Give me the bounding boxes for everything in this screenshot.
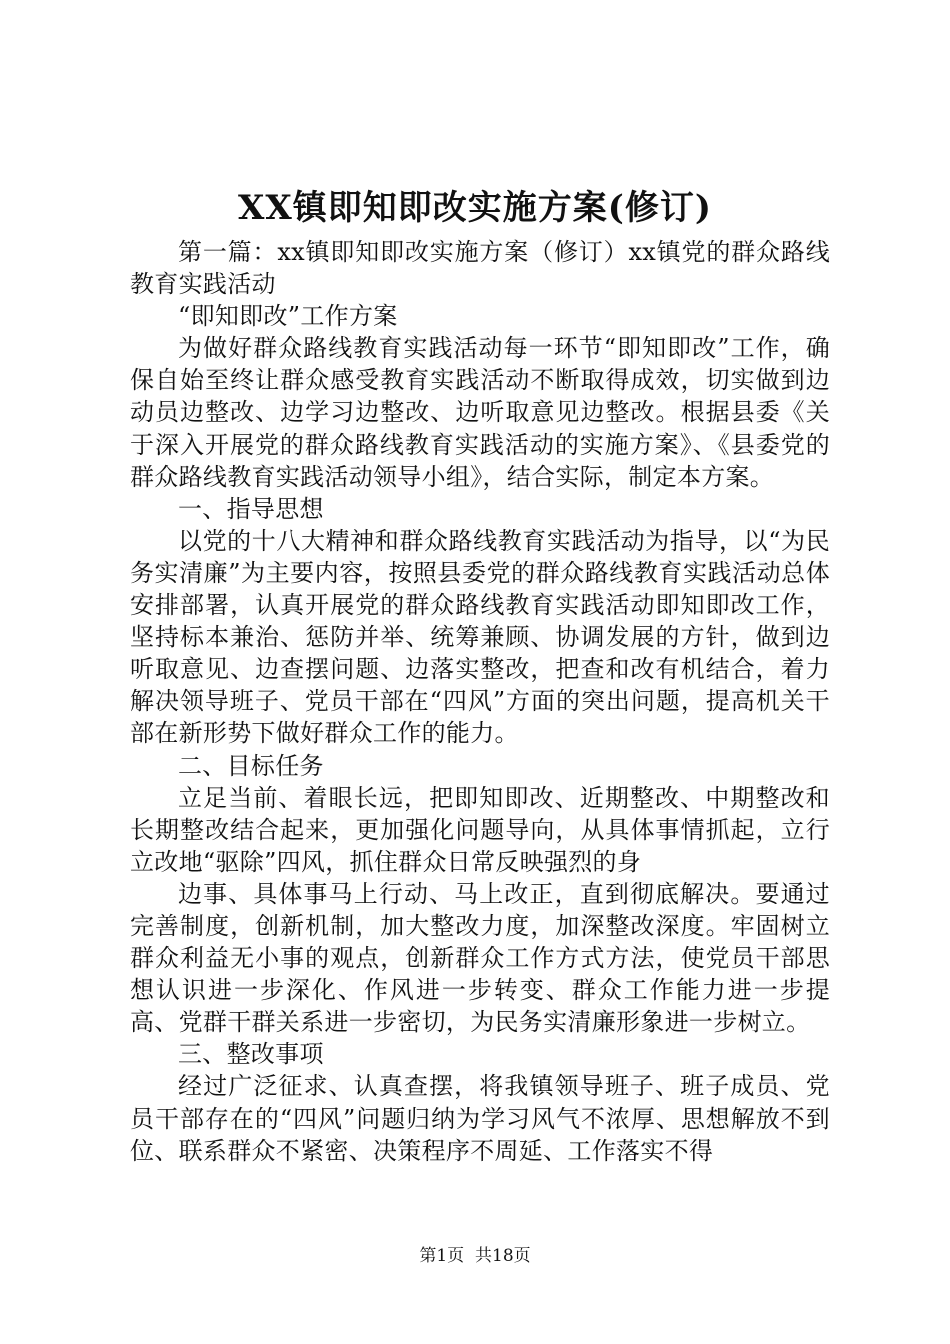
section-heading-rectification-items: 三、整改事项 [178, 1040, 324, 1069]
page-total: 共18页 [475, 1246, 531, 1266]
paragraph-guiding-thought: 以党的十八大精神和群众路线教育实践活动为指导，以“为民务实清廉”为主要内容，按照县委党的群众路线教育实践活动总体安排部署，认真开展党的群众路线教育实践活动即知即改工作，坚持标本兼治、惩防并举、统筹兼顾、协调发展的方针，做到边听取意见、边查摆问题、边落实整改，把查和改有机结合，着力解决领导班子、党员干部在“四风”方面的突出问题，提高机关干部在新形势下做好群众工作的能力。 [130, 526, 830, 748]
paragraph-plan-name: “即知即改”工作方案 [178, 302, 398, 331]
section-heading-guiding-thought: 一、指导思想 [178, 494, 324, 523]
paragraph-goals-part2: 边事、具体事马上行动、马上改正，直到彻底解决。要通过完善制度，创新机制，加大整改力度，加深整改深度。牢固树立群众利益无小事的观点，创新群众工作方式方法，使党员干部思想认识进一步深化、作风进一步转变、群众工作能力进一步提高、党群干群关系进一步密切，为民务实清廉形象进一步树立。 [130, 879, 830, 1037]
section-heading-goals: 二、目标任务 [178, 751, 324, 780]
page-footer [0, 1245, 950, 1267]
paragraph-purpose: 为做好群众路线教育实践活动每一环节“即知即改”工作，确保自始至终让群众感受教育实践活动不断取得成效，切实做到边动员边整改、边学习边整改、边听取意见边整改。根据县委《关于深入开展党的群众路线教育实践活动的实施方案》、《县委党的群众路线教育实践活动领导小组》，结合实际，制定本方案。 [130, 334, 830, 491]
document-title: XX镇即知即改实施方案(修订) [238, 188, 712, 228]
paragraph-intro: 第一篇：xx镇即知即改实施方案（修订）xx镇党的群众路线教育实践活动 [130, 238, 830, 299]
document-body [130, 236, 830, 1167]
page-number: 第1页 [419, 1246, 465, 1266]
paragraph-goals-part1: 立足当前、着眼长远，把即知即改、近期整改、中期整改和长期整改结合起来，更加强化问题导向，从具体事情抓起，立行立改地“驱除”四风，抓住群众日常反映强烈的身 [130, 783, 830, 876]
paragraph-rectification-items: 经过广泛征求、认真查摆，将我镇领导班子、班子成员、党员干部存在的“四风”问题归纳为学习风气不浓厚、思想解放不到位、联系群众不紧密、决策程序不周延、工作落实不得 [130, 1072, 830, 1165]
